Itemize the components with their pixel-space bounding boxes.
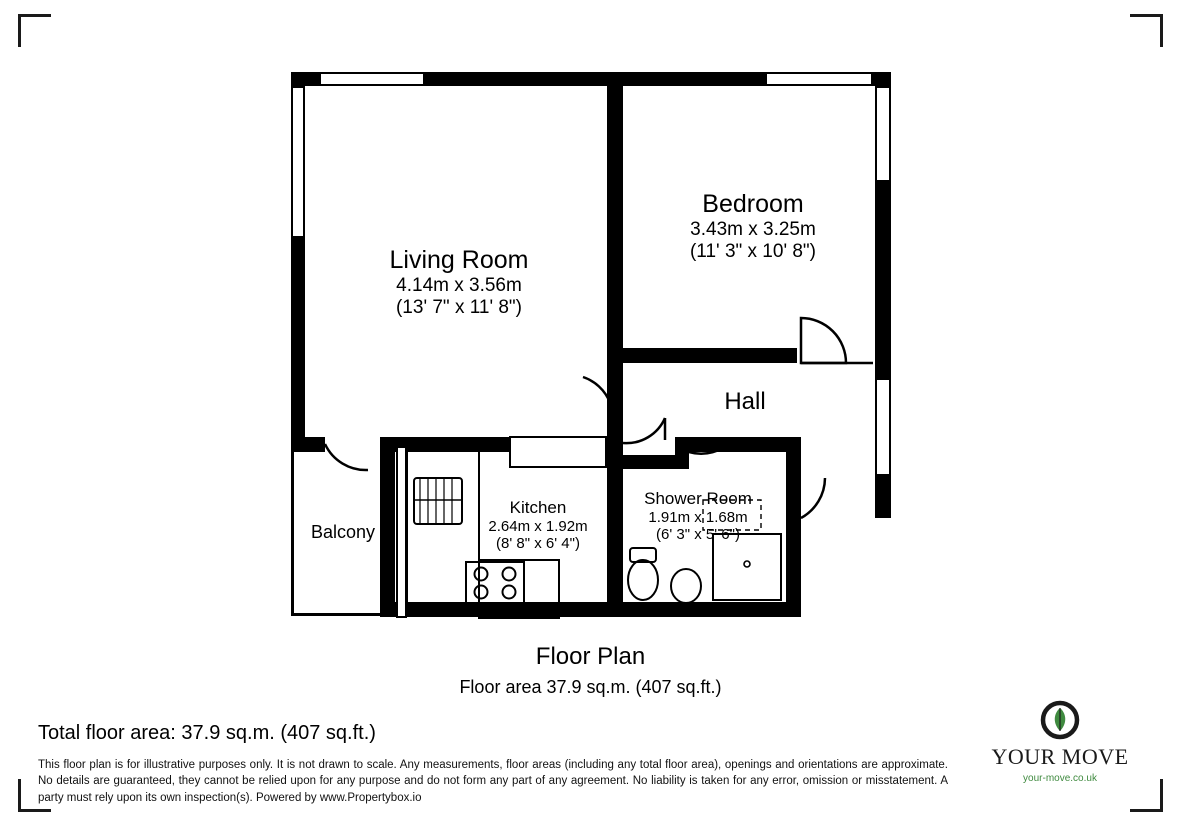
shower-room-name: Shower Room (644, 489, 752, 508)
window-living-room-left (291, 86, 305, 238)
total-floor-area: Total floor area: 37.9 sq.m. (407 sq.ft.) (38, 722, 376, 744)
wall-top-right (871, 72, 891, 86)
living-room-imperial: (13' 7" x 11' 8") (395, 297, 522, 319)
plan-area: Floor area 37.9 sq.m. (407 sq.ft.) (459, 677, 722, 697)
kitchen-metric: 2.64m x 1.92m (488, 517, 588, 535)
window-bedroom-top (765, 72, 875, 86)
brand-name: YOUR MOVE (991, 744, 1129, 769)
shower-room-metric: 1.91m x 1.68m (648, 508, 748, 526)
brand-block (975, 700, 1145, 784)
balcony-name: Balcony (310, 522, 376, 542)
balcony-wall-bottom (291, 613, 395, 616)
bedroom-imperial: (11' 3" x 10' 8") (689, 241, 816, 263)
disclaimer-text: This floor plan is for illustrative purposes only. It is not drawn to scale. Any measurements, floor areas (including any total floor area), openings and orientations are approximate. No details are guaranteed, they cannot be relied upon for any purpose and do not form any part of any agreement. No liability is taken for any error, omission or misstatement. A party must rely upon its own inspection(s). Powered by www.Propertybox.io (38, 759, 948, 804)
room-label-balcony (263, 522, 423, 543)
hall-name: Hall (724, 388, 766, 415)
brand-url[interactable]: your-move.co.uk (1023, 773, 1097, 784)
window-living-room-top (319, 72, 425, 86)
kitchen-name: Kitchen (509, 498, 567, 517)
plan-title-block (0, 643, 1181, 698)
wall-bottom (380, 602, 801, 617)
shower-room-imperial: (6' 3" x 5' 6") (656, 526, 740, 544)
wall-bedroom-bottom (607, 348, 797, 363)
bedroom-metric: 3.43m x 3.25m (690, 219, 816, 240)
living-room-name: Living Room (389, 246, 529, 274)
window-hall-right (875, 378, 891, 476)
your-move-leaf-logo-icon (1040, 700, 1080, 740)
room-label-hall (665, 388, 825, 416)
window-bedroom-right (875, 86, 891, 182)
living-room-metric: 4.14m x 3.56m (396, 275, 522, 296)
wall-living-bottom-left (291, 437, 325, 452)
wall-hall-lobby-right (675, 437, 689, 469)
room-label-bedroom (573, 190, 933, 263)
kitchen-imperial: (8' 8" x 6' 4") (496, 535, 580, 553)
bedroom-name: Bedroom (702, 190, 804, 218)
crop-mark-top-left (18, 14, 51, 47)
wall-shower-top (689, 437, 801, 452)
wall-right-lower (875, 474, 891, 518)
plan-title: Floor Plan (535, 643, 646, 670)
crop-mark-top-right (1130, 14, 1163, 47)
room-label-shower-room (578, 489, 818, 544)
wall-top-middle (423, 72, 767, 86)
wall-living-bottom-right (380, 437, 623, 452)
